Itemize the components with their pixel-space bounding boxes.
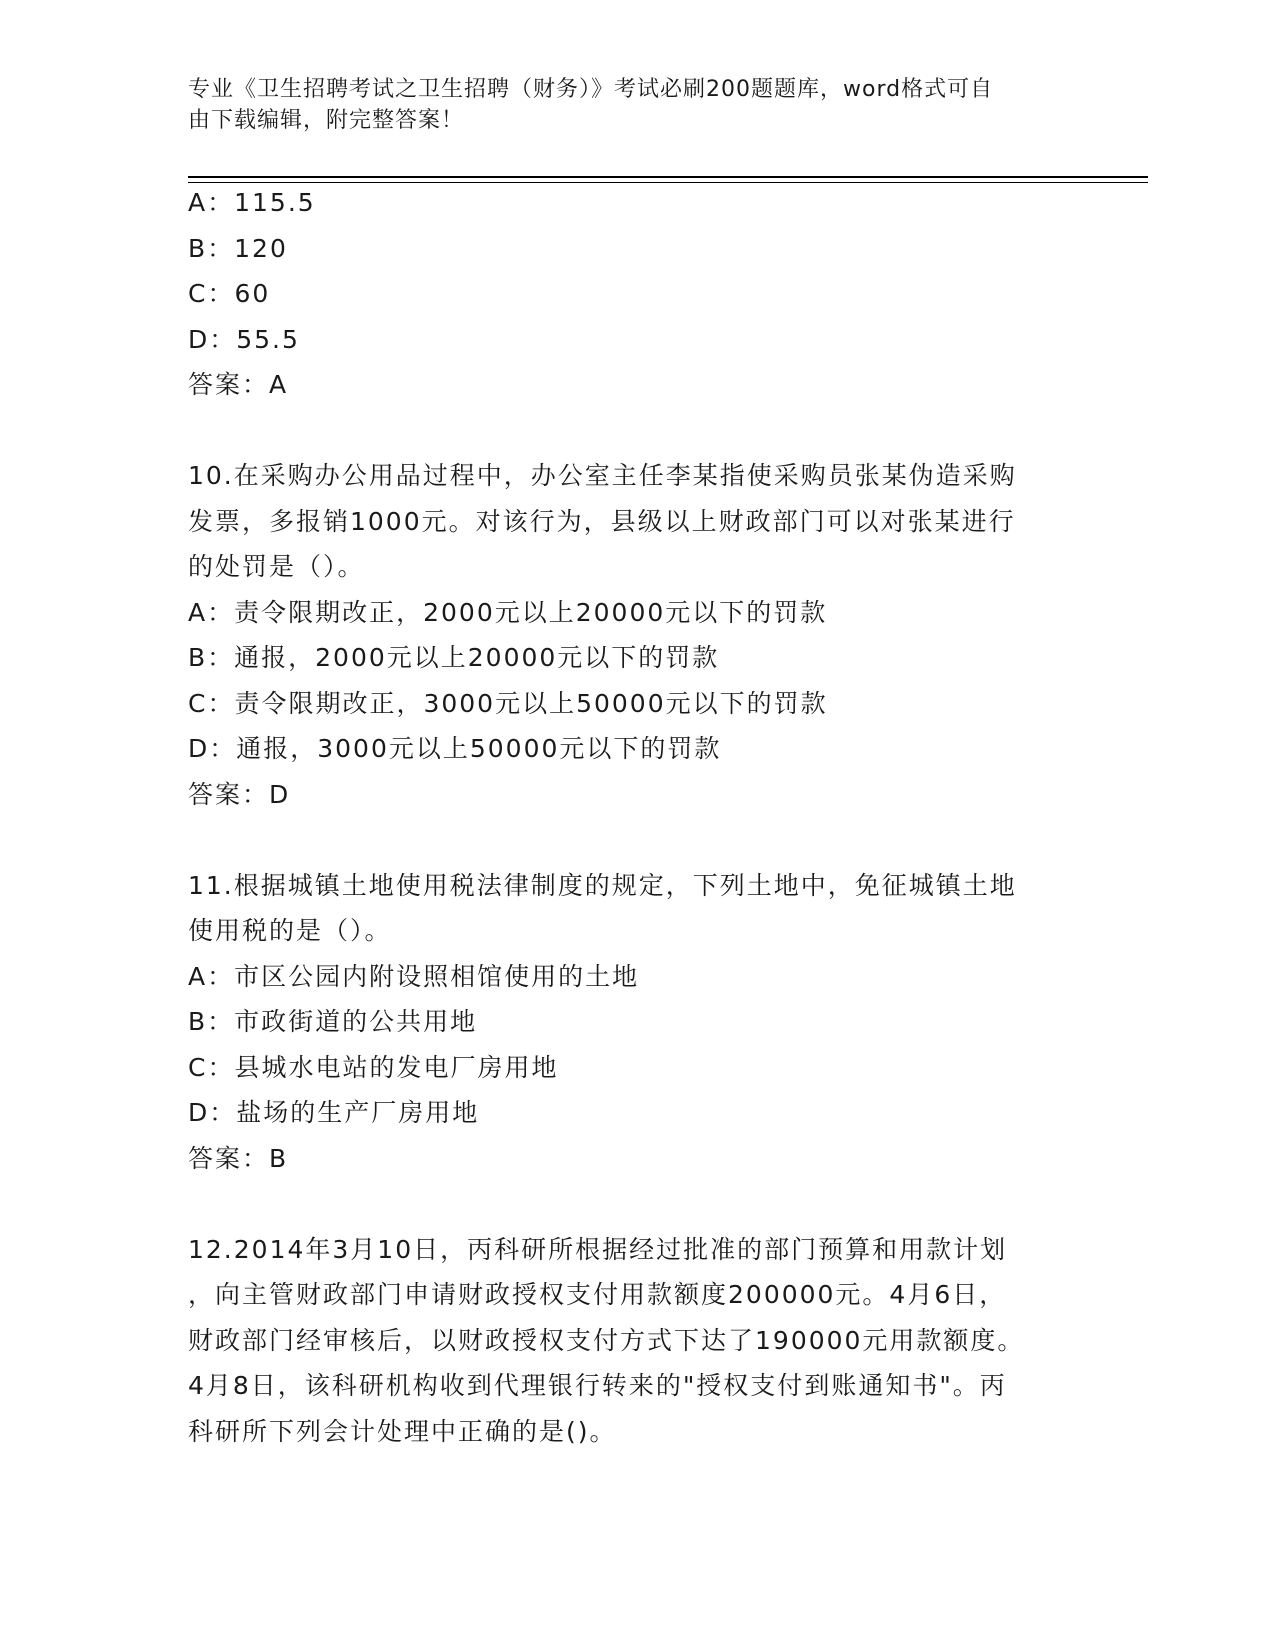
header-line-2: 由下载编辑，附完整答案！: [188, 108, 465, 133]
answer: 答案：B: [188, 1143, 289, 1173]
spacer: [188, 408, 1078, 454]
question-10: [188, 453, 1078, 817]
option-c: C：县城水电站的发电厂房用地: [188, 1052, 559, 1082]
question-text-line: 使用税的是（）。: [188, 916, 392, 945]
option-d: D：通报，3000元以上50000元以下的罚款: [188, 734, 722, 763]
option-b: B：市政街道的公共用地: [188, 1007, 478, 1036]
header-divider-thick: [188, 176, 1148, 178]
option-a: A：市区公园内附设照相馆使用的土地: [188, 961, 640, 991]
spacer: [188, 817, 1078, 863]
question-text-line: 10.在采购办公用品过程中，办公室主任李某指使采购员张某伪造采购: [188, 461, 1017, 490]
question-text-line: 11.根据城镇土地使用税法律制度的规定，下列土地中，免征城镇土地: [188, 870, 1017, 900]
question-11: [188, 863, 1078, 1182]
document-header: [188, 74, 1068, 136]
answer: 答案：D: [188, 779, 291, 809]
question-text-line: ，向主管财政部门申请财政授权支付用款额度200000元。4月6日，: [188, 1280, 1007, 1309]
question-9-continued: [188, 180, 1078, 408]
question-list: [188, 180, 1078, 1454]
question-text-line: 科研所下列会计处理中正确的是()。: [188, 1416, 617, 1446]
header-line-1: 专业《卫生招聘考试之卫生招聘（财务）》考试必刷200题题库，word格式可自: [188, 77, 994, 102]
option-c: C：60: [188, 279, 271, 308]
option-d: D：盐场的生产厂房用地: [188, 1098, 480, 1127]
spacer: [188, 1181, 1078, 1227]
option-d: D：55.5: [188, 324, 300, 354]
option-b: B：120: [188, 233, 288, 263]
question-text-line: 12.2014年3月10日，丙科研所根据经过批准的部门预算和用款计划: [188, 1234, 1008, 1264]
option-c: C：责令限期改正，3000元以上50000元以下的罚款: [188, 688, 828, 718]
question-12: [188, 1227, 1078, 1455]
option-a: A：责令限期改正，2000元以上20000元以下的罚款: [188, 597, 828, 627]
option-b: B：通报，2000元以上20000元以下的罚款: [188, 643, 720, 672]
question-text-line: 4月8日，该科研机构收到代理银行转来的"授权支付到账通知书"。丙: [188, 1371, 1007, 1400]
question-text-line: 的处罚是（）。: [188, 552, 365, 581]
option-a: A：115.5: [188, 188, 316, 217]
question-text-line: 发票，多报销1000元。对该行为，县级以上财政部门可以对张某进行: [188, 506, 1016, 536]
question-text-line: 财政部门经审核后，以财政授权支付方式下达了190000元用款额度。: [188, 1325, 1025, 1355]
answer: 答案：A: [188, 370, 289, 399]
